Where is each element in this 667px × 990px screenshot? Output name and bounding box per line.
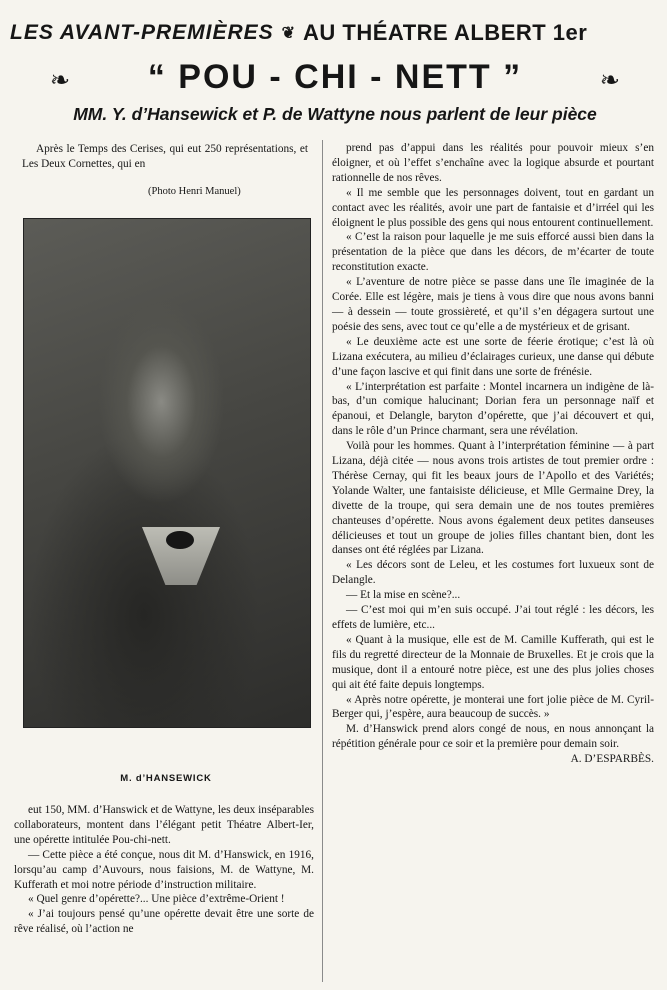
leaf-left-icon: ❧ [50, 68, 71, 94]
kicker-right: AU THÉATRE ALBERT 1er [303, 20, 588, 45]
paragraph: M. d’Hanswick prend alors congé de nous, en nous annonçant la répétition générale pour ce soir et la première pour demain soir. [332, 723, 654, 751]
headline [10, 58, 660, 102]
article-subtitle: MM. Y. d’Hansewick et P. de Wattyne nous parlent de leur pièce [73, 104, 597, 124]
leaf-ornament-icon: ❦ [281, 25, 296, 42]
paragraph: « Il me semble que les personnages doivent, tout en gardant un contact avec les réalités, avoir une part de fantaisie et d’irréel qui les éloignent le plus possible des gens qui nous entourent continuellement. [332, 186, 654, 229]
photo-caption: M. d’HANSEWICK [120, 773, 212, 784]
paragraph: — C’est moi qui m’en suis occupé. J’ai tout réglé : les décors, les effets de lumière, etc... [332, 604, 654, 631]
paragraph: « Après notre opérette, je monterai une fort jolie pièce de M. Cyril-Berger qui, j’espère, aura beaucoup de succès. » [332, 693, 654, 721]
kicker-left: LES AVANT-PREMIÈRES [10, 21, 274, 44]
bow-tie [166, 531, 194, 549]
paragraph: « Le deuxième acte est une sorte de féerie érotique; c’est là où Lizana exécutera, au milieu d’éclairages curieux, une danse qui débute d’une façon lascive et qui finit dans une sorte de frénésie. [332, 335, 654, 378]
paragraph: Après le Temps des Cerises, qui eut 250 représentations, et Les Deux Cornettes, qui en [22, 143, 308, 170]
paragraph: « J’ai toujours pensé qu’une opérette devait être une sorte de rêve réalisé, où l’action ne [14, 908, 314, 936]
paragraph: prend pas d’appui dans les réalités pour pouvoir mieux s’en éloigner, et où l’effet s’enchaîne avec la logique absurde et pourtant rationnelle de nos rêves. [332, 142, 654, 184]
paragraph: « L’interprétation est parfaite : Montel incarnera un indigène de là-bas, d’un comique halucinant; Dorian fera un personnage naïf et épanoui, et Delangle, baryton d’opérette, que j’ai découvert et qui, dans le rôle d’un Prince charmant, sera une révélation. [332, 380, 654, 438]
kicker [10, 18, 660, 48]
paragraph: « L’aventure de notre pièce se passe dans une île imaginée de la Corée. Elle est légère, mais je tiens à vous dire que nous avons banni — à dessein — toute grossièreté, et qu’il s’en dégagera surtout une poésie des sens, avec tout ce qu’elle a de mystérieux et de grisant. [332, 276, 654, 333]
paragraph: « C’est la raison pour laquelle je me suis efforcé aussi bien dans la présentation de la pièce que dans les décors, de m’écarter de toute reconstitution exacte. [332, 231, 654, 274]
author-signature: A. D’ESPARBÈS. [570, 753, 654, 766]
left-column-top [22, 142, 308, 172]
paragraph: — Et la mise en scène?... [346, 589, 461, 602]
left-column-bottom [14, 803, 314, 937]
paragraph: eut 150, MM. d’Hanswick et de Wattyne, les deux inséparables collaborateurs, montent dans l’élégant petit Théatre Albert-Ier, une opérette intitulée Pou-chi-nett. [14, 804, 314, 846]
portrait-photo [23, 218, 311, 728]
right-column [332, 141, 654, 767]
article-title: “ POU - CHI - NETT ” [147, 58, 523, 96]
paragraph: « Les décors sont de Leleu, et les costumes fort luxueux sont de Delangle. [332, 559, 654, 587]
column-divider [322, 140, 323, 982]
paragraph: « Quant à la musique, elle est de M. Camille Kufferath, qui est le fils du regretté directeur de la Monnaie de Bruxelles. Et je crois que la musique, dont il a entouré notre pièce, est une des plus jolies choses qui ait été faite depuis longtemps. [332, 633, 654, 691]
paragraph: « Quel genre d’opérette?... Une pièce d’extrême-Orient ! [28, 893, 285, 906]
leaf-right-icon: ❧ [599, 68, 620, 94]
photo-credit: (Photo Henri Manuel) [148, 186, 241, 197]
paragraph: — Cette pièce a été conçue, nous dit M. d’Hanswick, en 1916, lorsqu’au camp d’Auvours, nous faisions, M. de Wattyne, M. Kufferath et moi notre période d’instruction militaire. [14, 848, 314, 891]
paragraph: Voilà pour les hommes. Quant à l’interprétation féminine — à part Lizana, déjà citée — nous avons trois artistes de tout premier ordre : Thérèse Cernay, qui fit les beaux jours de l’Apollo et des Variétés; Yolande Walter, une fantaisiste délicieuse, et Mlle Germaine Drey, la divette de la troupe, qui sera demain une de nos toutes premières chanteuses d’opérette. Nous avons également deux petites danseuses délicieuses et tout un groupe de jolies filles chantant bien, dont les danses ont été réglées par Lizana. [332, 440, 654, 557]
